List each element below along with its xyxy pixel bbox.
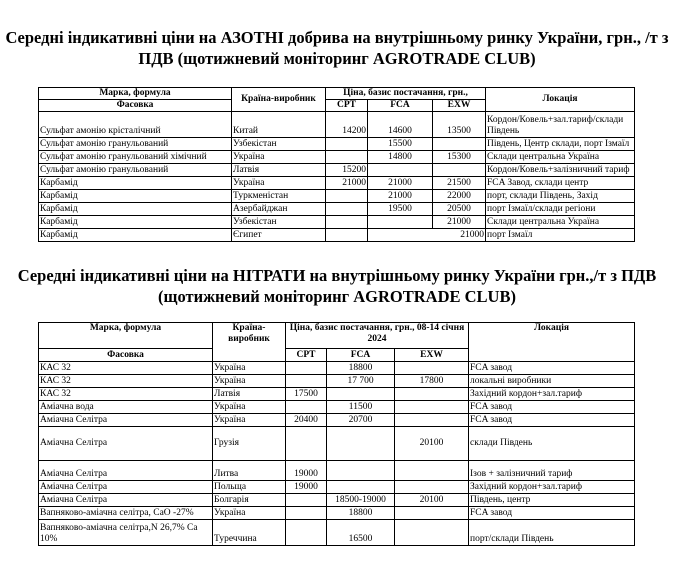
cell-cpt <box>326 138 368 151</box>
header-packing: Фасовка <box>39 349 213 362</box>
cell-cpt: 19000 <box>286 461 327 481</box>
table-row <box>39 164 635 177</box>
cell-location: Склади центральна Україна <box>486 151 635 164</box>
header-country: Країна-виробник <box>232 88 326 112</box>
nitraty-title: Середні індикативні ціни на НІТРАТИ на внутрішньому ринку України грн.,/т з ПДВ (щотижневий моніторинг AGROTRADE CLUB) <box>17 266 657 306</box>
header-exw: EXW <box>433 100 486 112</box>
table-row <box>39 216 635 229</box>
cell-fca: 18500-19000 <box>327 494 395 507</box>
cell-cpt <box>326 203 368 216</box>
cell-brand: КАС 32 <box>39 362 213 375</box>
cell-location: порт Ізмаїл/склади регіони <box>486 203 635 216</box>
cell-fca: 21000 <box>368 229 486 242</box>
cell-cpt <box>326 151 368 164</box>
cell-brand: КАС 32 <box>39 388 213 401</box>
cell-location: Південь, центр <box>469 494 635 507</box>
cell-cpt: 21000 <box>326 177 368 190</box>
cell-cpt <box>286 427 327 461</box>
cell-exw: 15300 <box>433 151 486 164</box>
cell-country: Україна <box>213 414 286 427</box>
table-row <box>39 112 635 138</box>
cell-exw <box>395 481 469 494</box>
cell-cpt <box>286 494 327 507</box>
cell-location: Західний кордон+зал.тариф <box>469 481 635 494</box>
cell-country: Україна <box>213 362 286 375</box>
cell-location: Склади центральна Україна <box>486 216 635 229</box>
cell-brand: Сульфат амонію гранульований <box>39 164 232 177</box>
cell-exw <box>395 507 469 520</box>
cell-exw <box>433 164 486 177</box>
table-row <box>39 481 635 494</box>
cell-fca: 17 700 <box>327 375 395 388</box>
table-row <box>39 203 635 216</box>
cell-cpt <box>286 375 327 388</box>
table-row <box>39 177 635 190</box>
cell-exw <box>433 138 486 151</box>
cell-brand: Сульфат амонію крісталічний <box>39 112 232 138</box>
cell-fca: 18800 <box>327 362 395 375</box>
cell-location: порт Ізмаїл <box>486 229 635 242</box>
cell-exw <box>395 461 469 481</box>
cell-cpt <box>326 190 368 203</box>
cell-location: FCA завод <box>469 507 635 520</box>
azot-price-table <box>38 87 635 242</box>
cell-exw: 21500 <box>433 177 486 190</box>
cell-cpt <box>326 216 368 229</box>
cell-brand: Аміачна Селітра <box>39 427 213 461</box>
cell-location: FCA завод <box>469 414 635 427</box>
cell-exw <box>395 362 469 375</box>
cell-exw: 20500 <box>433 203 486 216</box>
header-packing: Фасовка <box>39 100 232 112</box>
cell-fca <box>327 461 395 481</box>
table-row <box>39 151 635 164</box>
header-exw: EXW <box>395 349 469 362</box>
cell-exw: 21000 <box>433 216 486 229</box>
cell-location: Ізов + залізничний тариф <box>469 461 635 481</box>
cell-country: Туреччина <box>213 520 286 546</box>
table-row <box>39 138 635 151</box>
cell-country: Грузія <box>213 427 286 461</box>
header-cpt: CPT <box>326 100 368 112</box>
header-price: Ціна, базис постачання, грн., <box>326 88 486 100</box>
cell-fca: 21000 <box>368 177 433 190</box>
header-country: Країна-виробник <box>213 323 286 362</box>
cell-country: Україна <box>232 151 326 164</box>
cell-fca: 14600 <box>368 112 433 138</box>
cell-country: Україна <box>213 507 286 520</box>
cell-location: склади Південь <box>469 427 635 461</box>
cell-cpt <box>286 507 327 520</box>
cell-cpt: 20400 <box>286 414 327 427</box>
cell-country: Україна <box>213 375 286 388</box>
cell-exw <box>395 388 469 401</box>
cell-brand: Сульфат амонію гранульований <box>39 138 232 151</box>
cell-location: порт/склади Південь <box>469 520 635 546</box>
cell-country: Азербайджан <box>232 203 326 216</box>
cell-fca: 15500 <box>368 138 433 151</box>
cell-location: Кордон/Ковель+залізничний тариф <box>486 164 635 177</box>
table-row <box>39 507 635 520</box>
cell-cpt <box>326 229 368 242</box>
cell-location: FCA Завод, склади центр <box>486 177 635 190</box>
cell-cpt: 17500 <box>286 388 327 401</box>
cell-country: Україна <box>213 401 286 414</box>
cell-brand: Вапняково-аміачна селітра, CaO -27% <box>39 507 213 520</box>
cell-brand: Карбамід <box>39 216 232 229</box>
cell-country: Туркменістан <box>232 190 326 203</box>
cell-fca: 21000 <box>368 190 433 203</box>
cell-country: Узбекістан <box>232 138 326 151</box>
cell-exw <box>395 414 469 427</box>
cell-country: Литва <box>213 461 286 481</box>
cell-fca <box>368 216 433 229</box>
table-row <box>39 190 635 203</box>
table-row <box>39 427 635 461</box>
header-location: Локація <box>486 88 635 112</box>
cell-fca: 11500 <box>327 401 395 414</box>
table-row <box>39 414 635 427</box>
table-row <box>39 520 635 546</box>
cell-brand: Аміачна Селітра <box>39 494 213 507</box>
cell-location: FCA завод <box>469 362 635 375</box>
cell-location: FCA завод <box>469 401 635 414</box>
cell-country: Латвія <box>213 388 286 401</box>
azot-title: Середні індикативні ціни на АЗОТНІ добрива на внутрішньому ринку України, грн., /т з ПДВ (щотижневий моніторинг AGROTRADE CLUB) <box>5 28 669 68</box>
cell-brand: Вапняково-аміачна селітра,N 26,7% Ca 10% <box>39 520 213 546</box>
cell-brand: Карбамід <box>39 190 232 203</box>
cell-country: Китай <box>232 112 326 138</box>
cell-exw: 20100 <box>395 494 469 507</box>
cell-cpt <box>286 362 327 375</box>
cell-brand: Аміачна вода <box>39 401 213 414</box>
cell-location: Кордон/Ковель+зал.тариф/склади Південь <box>486 112 635 138</box>
cell-location: порт, склади Південь, Захід <box>486 190 635 203</box>
cell-cpt <box>286 401 327 414</box>
cell-exw <box>395 520 469 546</box>
table-row <box>39 362 635 375</box>
cell-location: Західний кордон+зал.тариф <box>469 388 635 401</box>
cell-country: Польща <box>213 481 286 494</box>
header-brand: Марка, формула <box>39 323 213 349</box>
cell-brand: Карбамід <box>39 177 232 190</box>
cell-cpt: 14200 <box>326 112 368 138</box>
cell-brand: Карбамід <box>39 203 232 216</box>
table-row <box>39 388 635 401</box>
cell-fca: 14800 <box>368 151 433 164</box>
cell-country: Єгипет <box>232 229 326 242</box>
cell-brand: КАС 32 <box>39 375 213 388</box>
table-row <box>39 401 635 414</box>
header-fca: FCA <box>327 349 395 362</box>
table-row <box>39 494 635 507</box>
table-row <box>39 461 635 481</box>
cell-exw: 20100 <box>395 427 469 461</box>
header-cpt: CPT <box>286 349 327 362</box>
cell-fca: 18800 <box>327 507 395 520</box>
header-price: Ціна, базис постачання, грн., 08-14 січня 2024 <box>286 323 469 349</box>
cell-cpt: 19000 <box>286 481 327 494</box>
table-row <box>39 229 635 242</box>
cell-exw: 22000 <box>433 190 486 203</box>
cell-location: Південь, Центр склади, порт Ізмаїл <box>486 138 635 151</box>
cell-fca <box>327 388 395 401</box>
table-header-row <box>39 88 635 100</box>
cell-fca: 16500 <box>327 520 395 546</box>
header-fca: FCA <box>368 100 433 112</box>
table-row <box>39 375 635 388</box>
cell-brand: Аміачна Селітра <box>39 461 213 481</box>
cell-cpt: 15200 <box>326 164 368 177</box>
cell-brand: Карбамід <box>39 229 232 242</box>
cell-location: локальні виробники <box>469 375 635 388</box>
cell-fca <box>327 481 395 494</box>
nitraty-price-table <box>38 322 635 546</box>
cell-country: Узбекістан <box>232 216 326 229</box>
cell-brand: Аміачна Селітра <box>39 414 213 427</box>
cell-brand: Сульфат амонію гранульований хімічний <box>39 151 232 164</box>
cell-fca: 20700 <box>327 414 395 427</box>
header-brand: Марка, формула <box>39 88 232 100</box>
header-location: Локація <box>469 323 635 362</box>
cell-country: Болгарія <box>213 494 286 507</box>
cell-country: Україна <box>232 177 326 190</box>
cell-exw: 17800 <box>395 375 469 388</box>
cell-fca <box>368 164 433 177</box>
cell-fca: 19500 <box>368 203 433 216</box>
cell-fca <box>327 427 395 461</box>
cell-cpt <box>286 520 327 546</box>
cell-exw <box>395 401 469 414</box>
cell-exw: 13500 <box>433 112 486 138</box>
table-header-row <box>39 323 635 349</box>
cell-country: Латвія <box>232 164 326 177</box>
cell-brand: Аміачна Селітра <box>39 481 213 494</box>
